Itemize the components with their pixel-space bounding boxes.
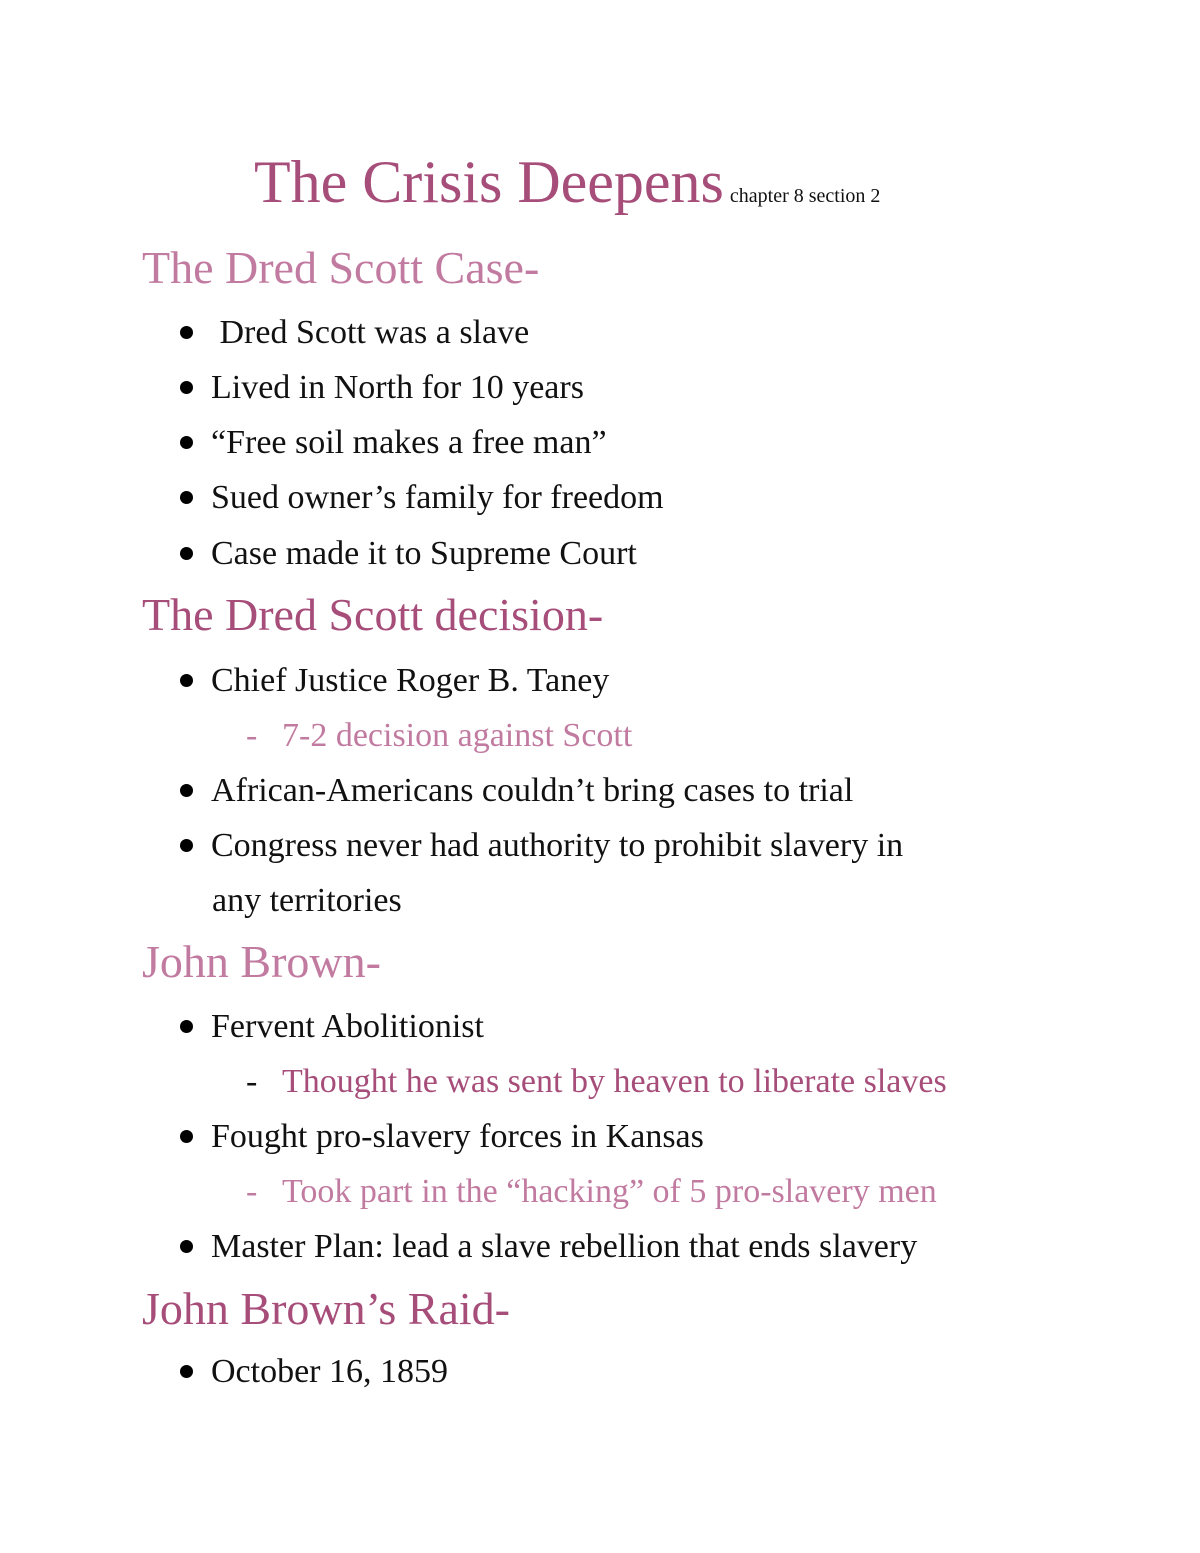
list-item: Case made it to Supreme Court — [180, 526, 637, 581]
sub-list-item: - 7-2 decision against Scott — [246, 708, 632, 763]
list-item: Dred Scott was a slave — [180, 305, 529, 360]
bullet-dot-icon — [180, 839, 193, 852]
sub-list-item: - Took part in the “hacking” of 5 pro-slavery men — [246, 1164, 937, 1219]
list-item-continuation: any territories — [212, 882, 402, 919]
bullet-dot-icon — [180, 1365, 193, 1378]
list-item: October 16, 1859 — [180, 1344, 448, 1399]
list-item: Sued owner’s family for freedom — [180, 470, 664, 525]
section-heading-john-browns-raid: John Brown’s Raid- — [142, 1283, 510, 1334]
list-item: Fought pro-slavery forces in Kansas — [180, 1109, 704, 1164]
section-heading-john-brown: John Brown- — [142, 936, 381, 987]
dash-icon: - — [246, 1173, 258, 1210]
sub-list-item: - Thought he was sent by heaven to liberate slaves — [246, 1054, 947, 1109]
list-item: “Free soil makes a free man” — [180, 415, 607, 470]
bullet-dot-icon — [180, 326, 193, 339]
bullet-dot-icon — [180, 674, 193, 687]
bullet-dot-icon — [180, 436, 193, 449]
dash-icon: - — [246, 717, 258, 754]
page-title: The Crisis Deepens — [254, 149, 724, 215]
bullet-dot-icon — [180, 381, 193, 394]
section-heading-dred-scott-case: The Dred Scott Case- — [142, 242, 540, 293]
list-item: Chief Justice Roger B. Taney — [180, 653, 609, 708]
list-item: African-Americans couldn’t bring cases to trial — [180, 763, 853, 818]
bullet-dot-icon — [180, 491, 193, 504]
title-row — [254, 148, 880, 217]
bullet-dot-icon — [180, 1130, 193, 1143]
bullet-dot-icon — [180, 547, 193, 560]
list-item: Congress never had authority to prohibit slavery in — [180, 818, 903, 873]
dash-icon: - — [246, 1063, 258, 1100]
list-item: Fervent Abolitionist — [180, 999, 484, 1054]
bullet-dot-icon — [180, 1240, 193, 1253]
list-item: Lived in North for 10 years — [180, 360, 584, 415]
bullet-dot-icon — [180, 784, 193, 797]
list-item: Master Plan: lead a slave rebellion that ends slavery — [180, 1219, 917, 1274]
page-subtitle: chapter 8 section 2 — [729, 185, 881, 207]
section-heading-dred-scott-decision: The Dred Scott decision- — [142, 589, 604, 640]
bullet-dot-icon — [180, 1020, 193, 1033]
